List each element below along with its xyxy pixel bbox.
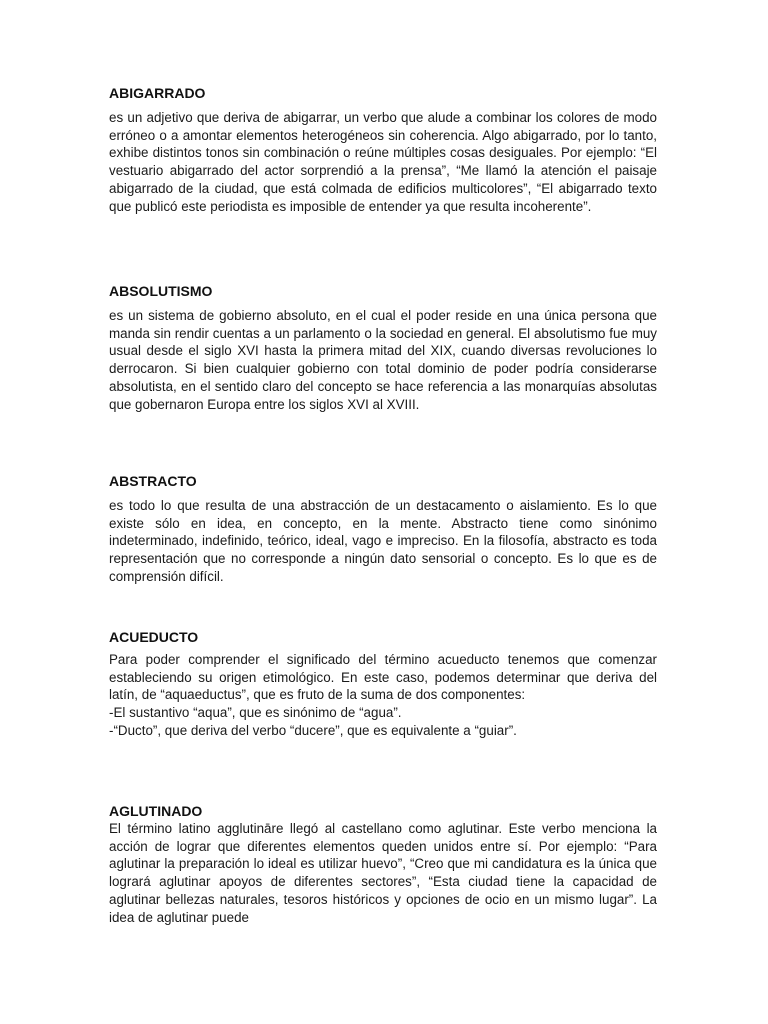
- entry-definition: es todo lo que resulta de una abstracción de un destacamento o aislamiento. Es lo que existe sólo en idea, en concepto, en la mente. Abstracto tiene como sinónimo indeterminado, indefinido, teórico, ideal, vago e impreciso. En la filosofía, abstracto es toda representación que no corresponde a ningún dato sensorial o concepto. Es lo que es de comprensión difícil.: [109, 498, 657, 584]
- entry-term: ABSTRACTO: [109, 473, 197, 489]
- definition-list-item: -El sustantivo “aqua”, que es sinónimo de “agua”.: [109, 705, 402, 721]
- entry-definition: es un sistema de gobierno absoluto, en el cual el poder reside en una única persona que manda sin rendir cuentas a un parlamento o la sociedad en general. El absolutismo fue muy usual desde el siglo XVI hasta la primera mitad del XIX, cuando diversas revoluciones lo derrocaron. Si bien cualquier gobierno con total dominio de poder podría considerarse absolutista, en el sentido claro del concepto se hace referencia a las monarquías absolutas que gobernaron Europa entre los siglos XVI al XVIII.: [109, 308, 657, 412]
- definition-list-item: -“Ducto”, que deriva del verbo “ducere”, que es equivalente a “guiar”.: [109, 722, 517, 738]
- entry-abigarrado: [109, 84, 657, 282]
- entry-definition: [109, 651, 657, 740]
- entry-absolutismo: [109, 282, 657, 472]
- entry-term: ABIGARRADO: [109, 85, 206, 101]
- entry-definition: es un adjetivo que deriva de abigarrar, un verbo que alude a combinar los colores de modo erróneo o a amontar elementos heterogéneos sin coherencia. Algo abigarrado, por lo tanto, exhibe distintos tonos sin combinación o reúne múltiples cosas desiguales. Por ejemplo: “El vestuario abigarrado del actor sorprendió a la prensa”, “Me llamó la atención el paisaje abigarrado de la ciudad, que está colmada de edificios multicolores”, “El abigarrado texto que publicó este periodista es imposible de entender ya que resulta incoherente”.: [109, 110, 657, 214]
- entry-abstracto: [109, 472, 657, 628]
- entry-acueducto: [109, 628, 657, 802]
- entry-term: ABSOLUTISMO: [109, 283, 213, 299]
- entry-aglutinado: [109, 802, 657, 962]
- definition-text: Para poder comprender el significado del término acueducto tenemos que comenzar estableciendo su origen etimológico. En este caso, podemos determinar que deriva del latín, de “aquaeductus”, que es fruto de la suma de dos componentes:: [109, 652, 657, 703]
- entry-term: ACUEDUCTO: [109, 629, 199, 645]
- document-page: [109, 84, 657, 962]
- entry-term: AGLUTINADO: [109, 803, 203, 819]
- entry-definition: El término latino agglutināre llegó al castellano como aglutinar. Este verbo menciona la acción de lograr que diferentes elementos queden unidos entre sí. Por ejemplo: “Para aglutinar la preparación lo ideal es utilizar huevo”, “Creo que mi candidatura es la única que logrará aglutinar apoyos de diferentes sectores”, “Esta ciudad tiene la capacidad de aglutinar bellezas naturales, tesoros históricos y opciones de ocio en un mismo lugar”. La idea de aglutinar puede: [109, 821, 657, 925]
